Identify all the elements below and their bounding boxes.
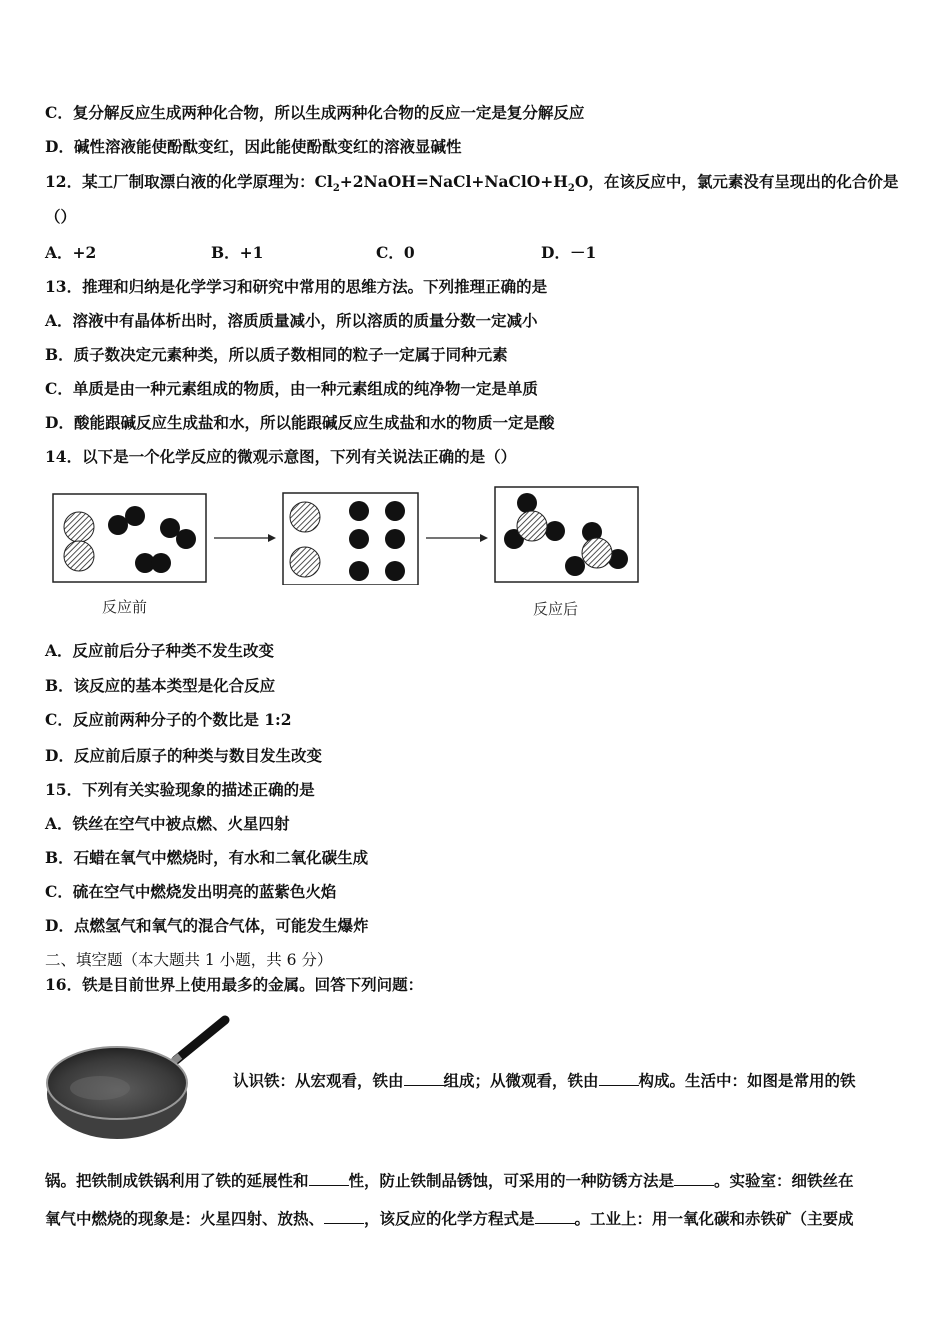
hatched-atom — [517, 511, 547, 541]
subscript: 2 — [332, 183, 340, 195]
answer-blank[interactable] — [535, 1209, 575, 1224]
caption-after: 反应后 — [533, 600, 579, 618]
wok-handle — [176, 1020, 225, 1060]
answer-blank[interactable] — [309, 1171, 349, 1186]
q13-option-a: A．溶液中有晶体析出时，溶质质量减小，所以溶质的质量分数一定减小 — [45, 311, 538, 330]
answer-blank[interactable] — [674, 1171, 714, 1186]
hatched-atom — [64, 512, 94, 542]
q16-text: 认识铁：从宏观看，铁由 — [233, 1071, 404, 1090]
black-atom — [385, 529, 405, 549]
q12-option-c: C．0 — [376, 243, 415, 262]
arrowhead — [268, 534, 276, 542]
q13-option-d: D．酸能跟碱反应生成盐和水，所以能跟碱反应生成盐和水的物质一定是酸 — [45, 413, 555, 432]
equation-middle: +2NaOH=NaCl+NaClO+H — [339, 172, 568, 191]
q12-prefix: 12．某工厂制取漂白液的化学原理为： — [45, 172, 315, 191]
equation-end: O — [574, 172, 589, 191]
arrowhead — [480, 534, 488, 542]
black-atom — [349, 561, 369, 581]
black-atom — [565, 556, 585, 576]
answer-blank[interactable] — [599, 1071, 639, 1086]
wok-image — [40, 1008, 240, 1143]
q14-option-a: A．反应前后分子种类不发生改变 — [45, 641, 275, 660]
q16-text: 。实验室：细铁丝在 — [714, 1171, 854, 1190]
answer-blank[interactable] — [324, 1209, 364, 1224]
black-atom — [545, 521, 565, 541]
q16-text: 。工业上：用一氧化碳和赤铁矿（主要成 — [574, 1209, 854, 1228]
answer-blank[interactable] — [404, 1071, 444, 1086]
q16-stem: 16．铁是目前世界上使用最多的金属。回答下列问题： — [45, 975, 424, 994]
reaction-diagram — [40, 485, 680, 585]
q13-option-c: C．单质是由一种元素组成的物质，由一种元素组成的纯净物一定是单质 — [45, 379, 538, 398]
black-atom — [385, 501, 405, 521]
q12-option-b: B．+1 — [211, 243, 264, 262]
black-atom — [349, 529, 369, 549]
q16-text: ，该反应的化学方程式是 — [364, 1209, 535, 1228]
q12-suffix: ，在该反应中，氯元素没有呈现出的化合价是 — [588, 172, 899, 191]
q15-option-c: C．硫在空气中燃烧发出明亮的蓝紫色火焰 — [45, 882, 337, 901]
subscript: 2 — [567, 183, 575, 195]
black-atom — [125, 506, 145, 526]
q14-option-b: B．该反应的基本类型是化合反应 — [45, 676, 276, 695]
q12-stem — [45, 172, 898, 199]
equation-cl: Cl — [314, 172, 333, 191]
q15-stem: 15．下列有关实验现象的描述正确的是 — [45, 780, 315, 799]
q16-paragraph-3 — [45, 1209, 854, 1229]
q16-text: 锅。把铁制成铁锅利用了铁的延展性和 — [45, 1171, 309, 1190]
q11-option-d: D．碱性溶液能使酚酞变红，因此能使酚酞变红的溶液显碱性 — [45, 137, 462, 156]
wok-highlight — [70, 1076, 130, 1100]
q16-text: 性，防止铁制品锈蚀，可采用的一种防锈方法是 — [348, 1171, 675, 1190]
q14-option-c: C．反应前两种分子的个数比是 1:2 — [45, 710, 292, 729]
black-atom — [385, 561, 405, 581]
q14-option-d: D．反应前后原子的种类与数目发生改变 — [45, 746, 322, 765]
hatched-atom — [64, 541, 94, 571]
black-atom — [517, 493, 537, 513]
q15-option-d: D．点燃氢气和氧气的混合气体，可能发生爆炸 — [45, 916, 369, 935]
q16-text: 构成。生活中：如图是常用的铁 — [638, 1071, 856, 1090]
black-atom — [176, 529, 196, 549]
black-atom — [108, 515, 128, 535]
q12-options — [45, 243, 845, 263]
q16-text: 组成；从微观看，铁由 — [443, 1071, 599, 1090]
q15-option-b: B．石蜡在氧气中燃烧时，有水和二氧化碳生成 — [45, 848, 369, 867]
hatched-atom — [582, 538, 612, 568]
q15-option-a: A．铁丝在空气中被点燃、火星四射 — [45, 814, 290, 833]
black-atom — [349, 501, 369, 521]
hatched-atom — [290, 547, 320, 577]
black-atom — [151, 553, 171, 573]
q16-paragraph-2 — [45, 1171, 854, 1191]
q14-stem: 14．以下是一个化学反应的微观示意图，下列有关说法正确的是（） — [45, 447, 517, 466]
caption-before: 反应前 — [102, 598, 148, 616]
q12-paren: （） — [45, 207, 77, 226]
q16-text: 氧气中燃烧的现象是：火星四射、放热、 — [45, 1209, 325, 1228]
hatched-atom — [290, 502, 320, 532]
section-title: 二、填空题（本大题共 1 小题，共 6 分） — [45, 951, 333, 969]
q12-option-a: A．+2 — [45, 243, 97, 262]
q16-paragraph-1 — [233, 1071, 856, 1091]
q13-stem: 13．推理和归纳是化学学习和研究中常用的思维方法。下列推理正确的是 — [45, 277, 548, 296]
q13-option-b: B．质子数决定元素种类，所以质子数相同的粒子一定属于同种元素 — [45, 345, 508, 364]
q12-option-d: D．－1 — [541, 243, 597, 262]
q11-option-c: C．复分解反应生成两种化合物，所以生成两种化合物的反应一定是复分解反应 — [45, 103, 585, 122]
